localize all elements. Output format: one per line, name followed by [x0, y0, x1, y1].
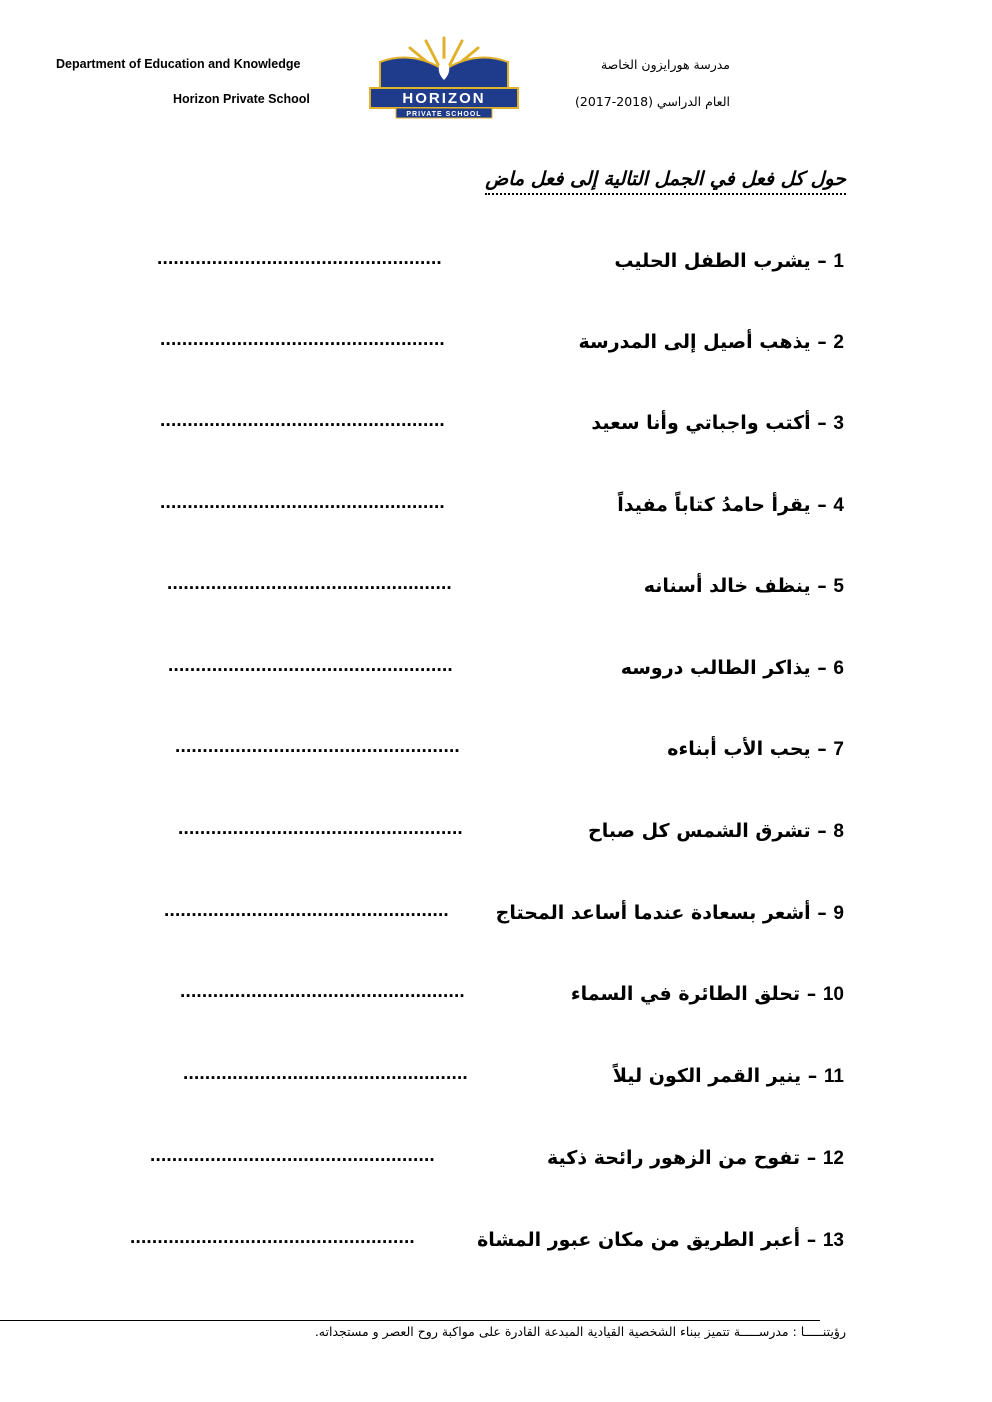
question-dash: – [810, 412, 834, 434]
question-item [578, 331, 844, 354]
question-text: يحب الأب أبناءه [667, 738, 811, 760]
question-item [591, 412, 844, 435]
question-dash: – [800, 1229, 823, 1251]
question-number: 3 [833, 413, 844, 434]
logo-title: HORIZON [402, 90, 486, 107]
question-dash: – [810, 657, 834, 679]
answer-blank[interactable]: .................................................... [164, 900, 449, 921]
question-dash: – [810, 738, 834, 760]
question-text: أشعر بسعادة عندما أساعد المحتاج [495, 902, 811, 924]
question-item [621, 657, 844, 680]
footer-divider [0, 1320, 820, 1321]
question-dash: – [801, 1065, 824, 1087]
question-number: 1 [833, 251, 844, 272]
question-dash: – [810, 250, 834, 272]
question-dash: – [810, 575, 834, 597]
instruction-heading: حول كل فعل في الجمل التالية إلى فعل ماض [485, 168, 846, 195]
footer-vision: رؤيتنـــــا : مدرســـــة تتميز ببناء الشخصية القيادية المبدعة القادرة على مواكبة روح العصر و مستجداته. [314, 1324, 846, 1339]
question-item [547, 1147, 844, 1170]
logo-subtitle: PRIVATE SCHOOL [406, 111, 482, 118]
school-name-en: Horizon Private School [173, 92, 310, 106]
answer-blank[interactable]: .................................................... [178, 818, 463, 839]
question-number: 8 [833, 821, 844, 842]
question-text: يشرب الطفل الحليب [614, 250, 811, 272]
answer-blank[interactable]: .................................................... [157, 248, 442, 269]
question-number: 7 [833, 739, 844, 760]
question-item [617, 494, 844, 517]
question-dash: – [800, 983, 823, 1005]
question-item [614, 250, 844, 273]
answer-blank[interactable]: .................................................... [150, 1145, 435, 1166]
question-dash: – [810, 902, 834, 924]
answer-blank[interactable]: .................................................... [180, 981, 465, 1002]
question-item [644, 575, 844, 598]
question-number: 4 [833, 495, 844, 516]
question-text: يذاكر الطالب دروسه [620, 657, 811, 679]
department-name: Department of Education and Knowledge [56, 57, 301, 71]
question-dash: – [810, 820, 834, 842]
question-text: يقرأ حامدُ كتاباً مفيداً [617, 494, 811, 516]
answer-blank[interactable]: .................................................... [160, 410, 445, 431]
question-text: أكتب واجباتي وأنا سعيد [591, 412, 811, 434]
question-number: 12 [822, 1148, 844, 1169]
question-number: 9 [833, 903, 844, 924]
question-text: ينير القمر الكون ليلاً [612, 1065, 802, 1087]
question-dash: – [810, 331, 834, 353]
question-number: 6 [833, 658, 844, 679]
question-number: 5 [833, 576, 844, 597]
question-number: 11 [823, 1066, 844, 1087]
answer-blank[interactable]: .................................................... [160, 329, 445, 350]
question-text: ينظف خالد أسنانه [643, 575, 811, 597]
answer-blank[interactable]: .................................................... [130, 1227, 415, 1248]
question-item [588, 820, 844, 843]
question-item [613, 1065, 844, 1088]
question-item [477, 1229, 844, 1252]
answer-blank[interactable]: .................................................... [160, 492, 445, 513]
question-item [496, 902, 844, 925]
question-text: تفوح من الزهور رائحة ذكية [547, 1147, 801, 1169]
question-number: 13 [822, 1230, 844, 1251]
answer-blank[interactable]: .................................................... [168, 655, 453, 676]
question-text: تشرق الشمس كل صباح [588, 820, 811, 842]
question-number: 2 [833, 332, 844, 353]
answer-blank[interactable]: .................................................... [183, 1063, 468, 1084]
question-text: يذهب أصيل إلى المدرسة [578, 331, 811, 353]
academic-year: العام الدراسي (2018-2017) [575, 94, 730, 109]
answer-blank[interactable]: .................................................... [175, 736, 460, 757]
school-name-ar: مدرسة هورايزون الخاصة [600, 57, 730, 72]
school-logo [366, 36, 522, 120]
answer-blank[interactable]: .................................................... [167, 573, 452, 594]
question-dash: – [810, 494, 834, 516]
question-text: تحلق الطائرة في السماء [570, 983, 801, 1005]
question-dash: – [800, 1147, 823, 1169]
question-item [571, 983, 844, 1006]
question-number: 10 [822, 984, 844, 1005]
question-text: أعبر الطريق من مكان عبور المشاة [477, 1229, 801, 1251]
question-item [667, 738, 844, 761]
